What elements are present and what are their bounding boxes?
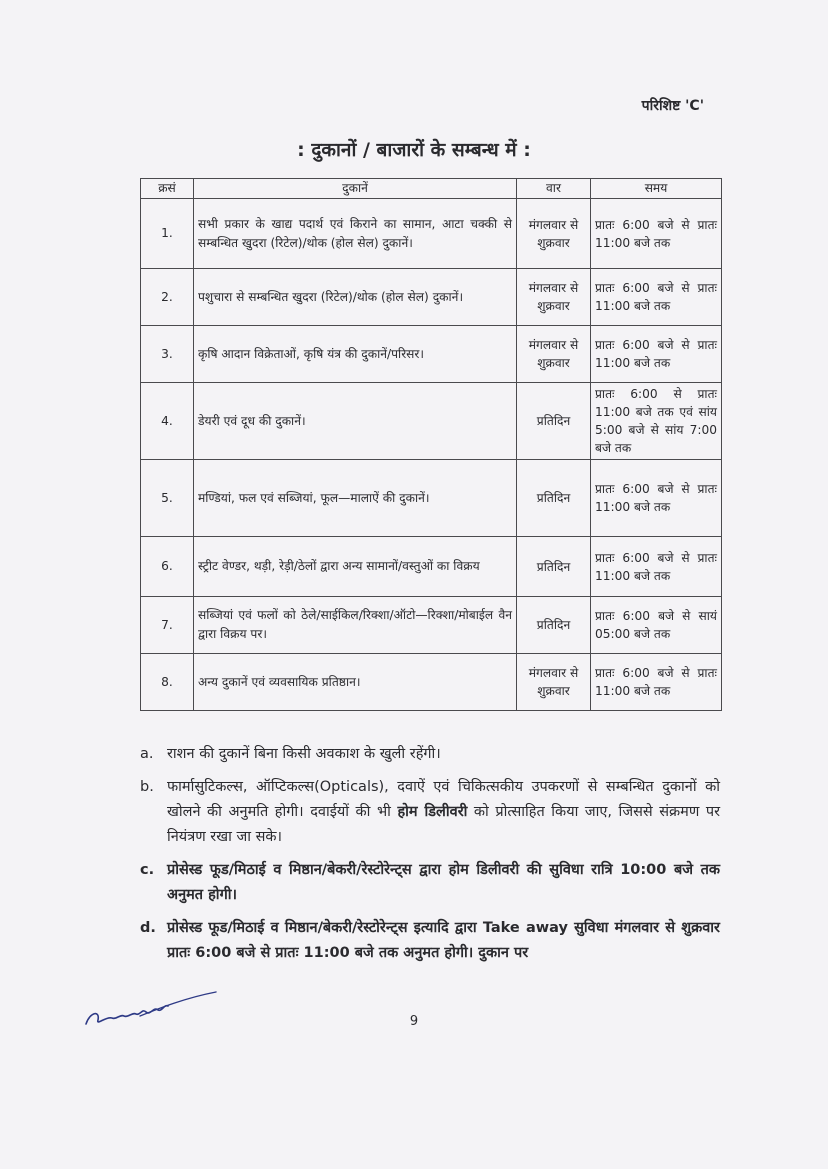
row-day: मंगलवार से शुक्रवार	[517, 269, 591, 326]
row-time: प्रातः 6:00 बजे से प्रातः 11:00 बजे तक	[591, 654, 722, 711]
row-time: प्रातः 6:00 बजे से प्रातः 11:00 बजे तक	[591, 199, 722, 269]
note-label: c.	[140, 862, 155, 878]
row-day: मंगलवार से शुक्रवार	[517, 199, 591, 269]
row-shop: स्ट्रीट वेण्डर, थड़ी, रेड़ी/ठेलों द्वारा अन्य सामानों/वस्तुओं का विक्रय	[194, 537, 517, 597]
note-label: b.	[140, 779, 154, 795]
row-sno: 4.	[141, 383, 194, 460]
row-shop: मण्डियां, फल एवं सब्जियां, फूल—मालाऐं की दुकानें।	[194, 460, 517, 537]
row-day: प्रतिदिन	[517, 383, 591, 460]
row-sno: 1.	[141, 199, 194, 269]
column-header-time: समय	[591, 179, 722, 199]
table-row	[141, 199, 722, 269]
row-shop: सभी प्रकार के खाद्य पदार्थ एवं किराने का सामान, आटा चक्की से सम्बन्धित खुदरा (रिटेल)/थोक (होल सेल) दुकानें।	[194, 199, 517, 269]
note-text	[167, 775, 720, 850]
row-sno: 8.	[141, 654, 194, 711]
row-day: मंगलवार से शुक्रवार	[517, 326, 591, 383]
table-row	[141, 537, 722, 597]
row-shop: अन्य दुकानें एवं व्यवसायिक प्रतिष्ठान।	[194, 654, 517, 711]
note-label: d.	[140, 920, 156, 936]
row-day: प्रतिदिन	[517, 597, 591, 654]
row-sno: 3.	[141, 326, 194, 383]
table-row	[141, 269, 722, 326]
table-row	[141, 460, 722, 537]
row-time: प्रातः 6:00 बजे से प्रातः 11:00 बजे तक	[591, 460, 722, 537]
note-d	[140, 916, 720, 966]
row-sno: 2.	[141, 269, 194, 326]
row-day: प्रतिदिन	[517, 460, 591, 537]
row-time: प्रातः 6:00 बजे से प्रातः 11:00 बजे तक	[591, 269, 722, 326]
note-b-bold-text: होम डिलीवरी	[397, 804, 468, 820]
row-day: प्रतिदिन	[517, 537, 591, 597]
column-header-day: वार	[517, 179, 591, 199]
table-row	[141, 654, 722, 711]
table-row	[141, 597, 722, 654]
note-a	[140, 742, 720, 767]
row-time: प्रातः 6:00 से प्रातः 11:00 बजे तक एवं सांय 5:00 बजे से सांय 7:00 बजे तक	[591, 383, 722, 460]
row-shop: पशुचारा से सम्बन्धित खुदरा (रिटेल)/थोक (होल सेल) दुकानें।	[194, 269, 517, 326]
row-day: मंगलवार से शुक्रवार	[517, 654, 591, 711]
row-shop: सब्जियां एवं फलों को ठेले/साईकिल/रिक्शा/ऑटो—रिक्शा/मोबाईल वैन द्वारा विक्रय पर।	[194, 597, 517, 654]
row-shop: डेयरी एवं दूध की दुकानें।	[194, 383, 517, 460]
page-title: : दुकानों / बाजारों के सम्बन्ध में :	[297, 139, 531, 161]
note-text: प्रोसेस्ड फूड/मिठाई व मिष्ठान/बेकरी/रेस्टोरेन्ट्स द्वारा होम डिलीवरी की सुविधा रात्रि 10:00 बजे तक अनुमत होगी।	[167, 862, 720, 903]
column-header-shops: दुकानें	[194, 179, 517, 199]
row-sno: 6.	[141, 537, 194, 597]
row-time: प्रातः 6:00 बजे से प्रातः 11:00 बजे तक	[591, 537, 722, 597]
row-sno: 7.	[141, 597, 194, 654]
column-header-sno: क्रसं	[141, 179, 194, 199]
note-b-text-part1: फार्मासुटिकल्स, ऑप्टिकल्स(Opticals), दवाऐं एवं चिकित्सकीय उपकरणों से सम्बन्धित दुकानों को खोलने की अनुमति होगी। दवाईयों की भी	[167, 779, 720, 820]
table-row	[141, 383, 722, 460]
note-text: प्रोसेस्ड फूड/मिठाई व मिष्ठान/बेकरी/रेस्टोरेन्ट्स इत्यादि द्वारा Take away सुविधा मंगलवार से शुक्रवार प्रातः 6:00 बजे से प्रातः 11:00 बजे तक अनुमत होगी। दुकान पर	[167, 920, 720, 961]
note-b	[140, 775, 720, 850]
page-number: 9	[409, 1014, 419, 1029]
notes-list	[140, 742, 720, 974]
note-b-text-part2: को प्रोत्साहित किया जाए, जिससे संक्रमण पर नियंत्रण रखा जा सके।	[167, 804, 720, 845]
row-shop: कृषि आदान विक्रेताओं, कृषि यंत्र की दुकानें/परिसर।	[194, 326, 517, 383]
note-label: a.	[140, 746, 154, 762]
note-c	[140, 858, 720, 908]
table-header-row	[141, 179, 722, 199]
table-row	[141, 326, 722, 383]
row-time: प्रातः 6:00 बजे से प्रातः 11:00 बजे तक	[591, 326, 722, 383]
appendix-label: परिशिष्ट 'C'	[641, 98, 704, 114]
shops-timing-table	[140, 178, 722, 711]
row-sno: 5.	[141, 460, 194, 537]
row-time: प्रातः 6:00 बजे से सायं 05:00 बजे तक	[591, 597, 722, 654]
note-text: राशन की दुकानें बिना किसी अवकाश के खुली रहेंगी।	[167, 746, 441, 762]
